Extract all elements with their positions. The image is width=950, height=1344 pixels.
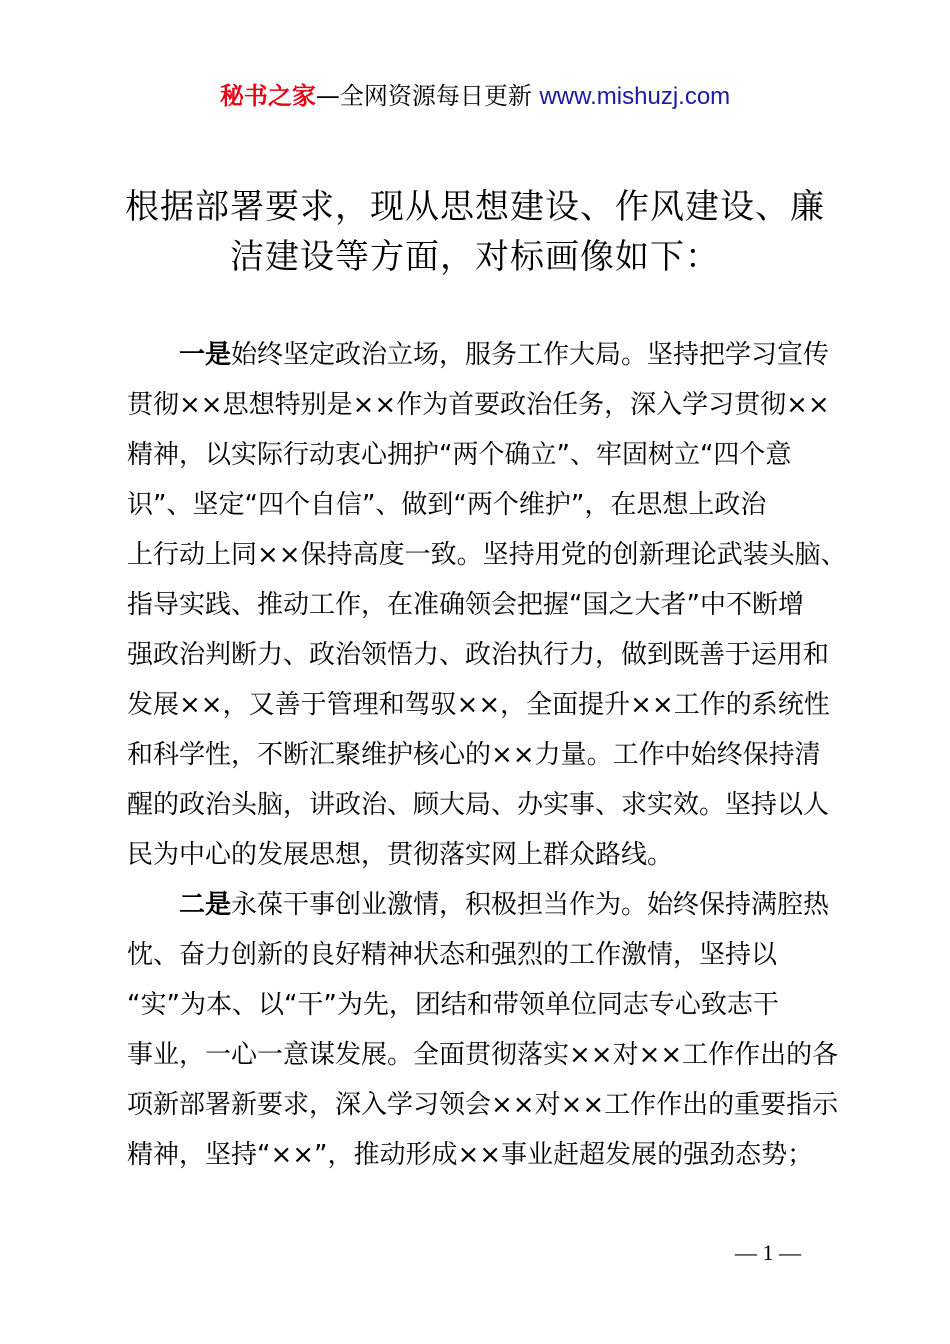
title-line-2: 洁建设等方面，对标画像如下： bbox=[230, 237, 720, 277]
paragraph-1-line-1 bbox=[127, 330, 842, 380]
brand-name: 秘书之家 bbox=[219, 82, 316, 110]
paragraph-line: 指导实践、推动工作，在准确领会把握“国之大者”中不断增 bbox=[127, 590, 804, 620]
paragraph-2-text: 永葆干事创业激情，积极担当作为。始终保持满腔热 bbox=[231, 890, 830, 920]
page-number: — 1 — bbox=[735, 1240, 801, 1265]
paragraph-line: 识”、坚定“四个自信”、做到“两个维护”，在思想上政治 bbox=[127, 490, 767, 520]
paragraph-line: 忱、奋力创新的良好精神状态和强烈的工作激情，坚持以 bbox=[127, 940, 778, 970]
paragraph-line: 精神，坚持“××”，推动形成××事业赶超发展的强劲态势； bbox=[127, 1140, 814, 1170]
paragraph-2-line-1 bbox=[127, 880, 842, 930]
paragraph-line: 事业，一心一意谋发展。全面贯彻落实××对××工作作出的各 bbox=[127, 1040, 839, 1070]
title-line-1: 根据部署要求，现从思想建设、作风建设、廉 bbox=[125, 187, 825, 227]
paragraph-line: 上行动上同××保持高度一致。坚持用党的创新理论武装头脑、 bbox=[127, 540, 847, 570]
paragraph-line: 和科学性，不断汇聚维护核心的××力量。工作中始终保持清 bbox=[127, 740, 821, 770]
paragraph-2-lead: 二是 bbox=[179, 890, 232, 920]
paragraph-line: “实”为本、以“干”为先，团结和带领单位同志专心致志干 bbox=[127, 990, 779, 1020]
paragraph-line: 项新部署新要求，深入学习领会××对××工作作出的重要指示 bbox=[127, 1090, 839, 1120]
paragraph-1-text: 始终坚定政治立场，服务工作大局。坚持把学习宣传 bbox=[231, 340, 830, 370]
paragraph-1-lead: 一是 bbox=[179, 340, 232, 370]
paragraph-line: 醒的政治头脑，讲政治、顾大局、办实事、求实效。坚持以人 bbox=[127, 790, 830, 820]
paragraph-line: 精神，以实际行动衷心拥护“两个确立”、牢固树立“四个意 bbox=[127, 440, 792, 470]
paragraph-line: 发展××，又善于管理和驾驭××，全面提升××工作的系统性 bbox=[127, 690, 830, 720]
document-body bbox=[127, 330, 847, 1180]
header-tagline: —全网资源每日更新 bbox=[315, 82, 540, 110]
site-header bbox=[0, 78, 950, 115]
document-title bbox=[100, 182, 850, 282]
paragraph-line: 贯彻××思想特别是××作为首要政治任务，深入学习贯彻×× bbox=[127, 390, 830, 420]
paragraph-line: 民为中心的发展思想，贯彻落实网上群众路线。 bbox=[127, 840, 674, 870]
paragraph-line: 强政治判断力、政治领悟力、政治执行力，做到既善于运用和 bbox=[127, 640, 830, 670]
site-url-link[interactable]: www.mishuzj.com bbox=[539, 83, 731, 110]
